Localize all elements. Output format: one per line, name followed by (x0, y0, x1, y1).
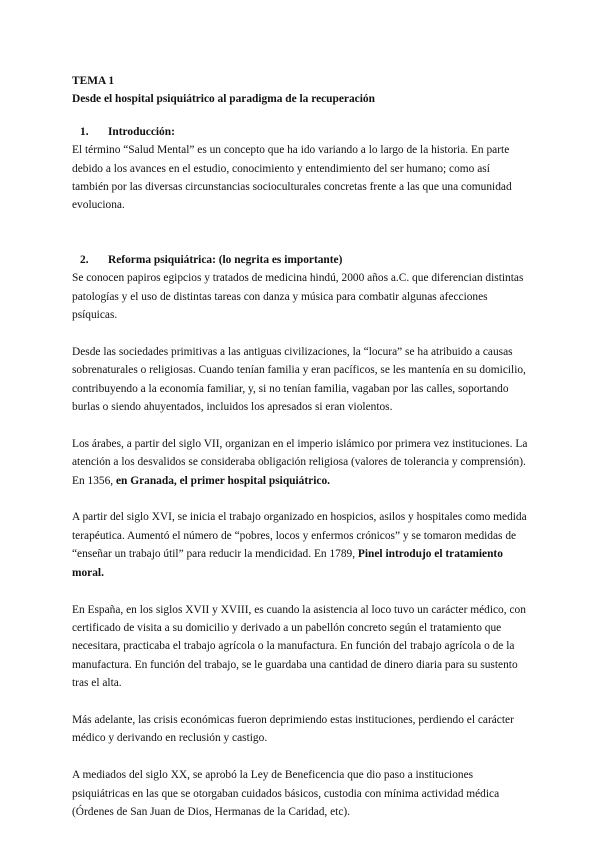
section-heading-introduccion (72, 123, 528, 141)
paragraph-siglo-xx: A mediados del siglo XX, se aprobó la Ley de Beneficencia que dio paso a instituciones psiquiátricas en las que se otorgaban cuidados básicos, custodia con mínima actividad médica (Órdenes de San Juan de Dios, Hermanas de la Caridad, etc). (72, 769, 500, 818)
paragraph-papiros: Se conocen papiros egipcios y tratados de medicina hindú, 2000 años a.C. que diferencian distintas patologías y el uso de distintas tareas con danza y música para combatir algunas afecciones psíquicas. (72, 272, 524, 322)
paragraph-text: Los árabes, a partir del siglo VII, organizan en el imperio islámico por primera vez instituciones. La atención a los desvalidos se consideraba obligación religiosa (valores de tolerancia y comprensión). En 1356, (72, 437, 528, 487)
paragraph-text: A partir del siglo XVI, se inicia el trabajo organizado en hospicios, asilos y hospitales como medida terapéutica. Aumentó el número de “pobres, locos y enfermos crónicos” y se tomaron medidas de “enseñar un trabajo útil” para reducir la mendicidad. En 1789, (72, 511, 527, 561)
spacer (72, 748, 528, 766)
spacer (72, 324, 528, 342)
section-heading-reforma (72, 251, 528, 269)
spacer (72, 215, 528, 251)
spacer (72, 109, 528, 123)
section-number: 2. (80, 253, 89, 266)
paragraph-espana: En España, en los siglos XVII y XVIII, es cuando la asistencia al loco tuvo un carácter médico, con certificado de visita a su domicilio y derivado a un pabellón concreto según el tratamiento que necesitara, practicaba el trabajo agrícola o la manufactura. En función del trabajo agrícola o de la manufactura. En función del trabajo, se le guardaba una cantidad de dinero diaria para su sustento tras el alta. (72, 603, 526, 690)
paragraph-siglo-xvi (72, 508, 528, 582)
paragraph-arabes (72, 435, 528, 490)
bold-highlight: Pinel introdujo el tratamiento moral. (72, 548, 503, 579)
section-number: 1. (80, 125, 89, 138)
document-page (72, 72, 528, 821)
spacer (72, 582, 528, 600)
section-title: Reforma psiquiátrica: (lo negrita es importante) (108, 253, 343, 266)
section-title: Introducción: (108, 125, 175, 138)
document-tema: TEMA 1 (72, 75, 115, 87)
document-title: Desde el hospital psiquiátrico al paradigma de la recuperación (72, 93, 375, 106)
bold-highlight: en Granada, el primer hospital psiquiátrico. (115, 474, 330, 487)
spacer (72, 490, 528, 508)
spacer (72, 416, 528, 434)
paragraph-sociedades-primitivas: Desde las sociedades primitivas a las antiguas civilizaciones, la “locura” se ha atribuido a causas sobrenaturales o religiosas. Cuando tenían familia y eran pacíficos, se les mantenía en su domicilio, contribuyendo a la economía familiar, y, si no tenían familia, vagaban por las calles, soportando burlas o siendo ahuyentados, incluidos los apresados si eran violentos. (72, 345, 526, 414)
spacer (72, 693, 528, 711)
paragraph-intro: El término “Salud Mental” es un concepto que ha ido variando a lo largo de la historia. En parte debido a los avances en el estudio, conocimiento y entendimiento del ser humano; como así también por las diversas circunstancias socioculturales concretas frente a las que una comunidad evoluciona. (72, 144, 512, 212)
paragraph-crisis: Más adelante, las crisis económicas fueron deprimiendo estas instituciones, perdiendo el carácter médico y derivando en reclusión y castigo. (72, 713, 514, 745)
